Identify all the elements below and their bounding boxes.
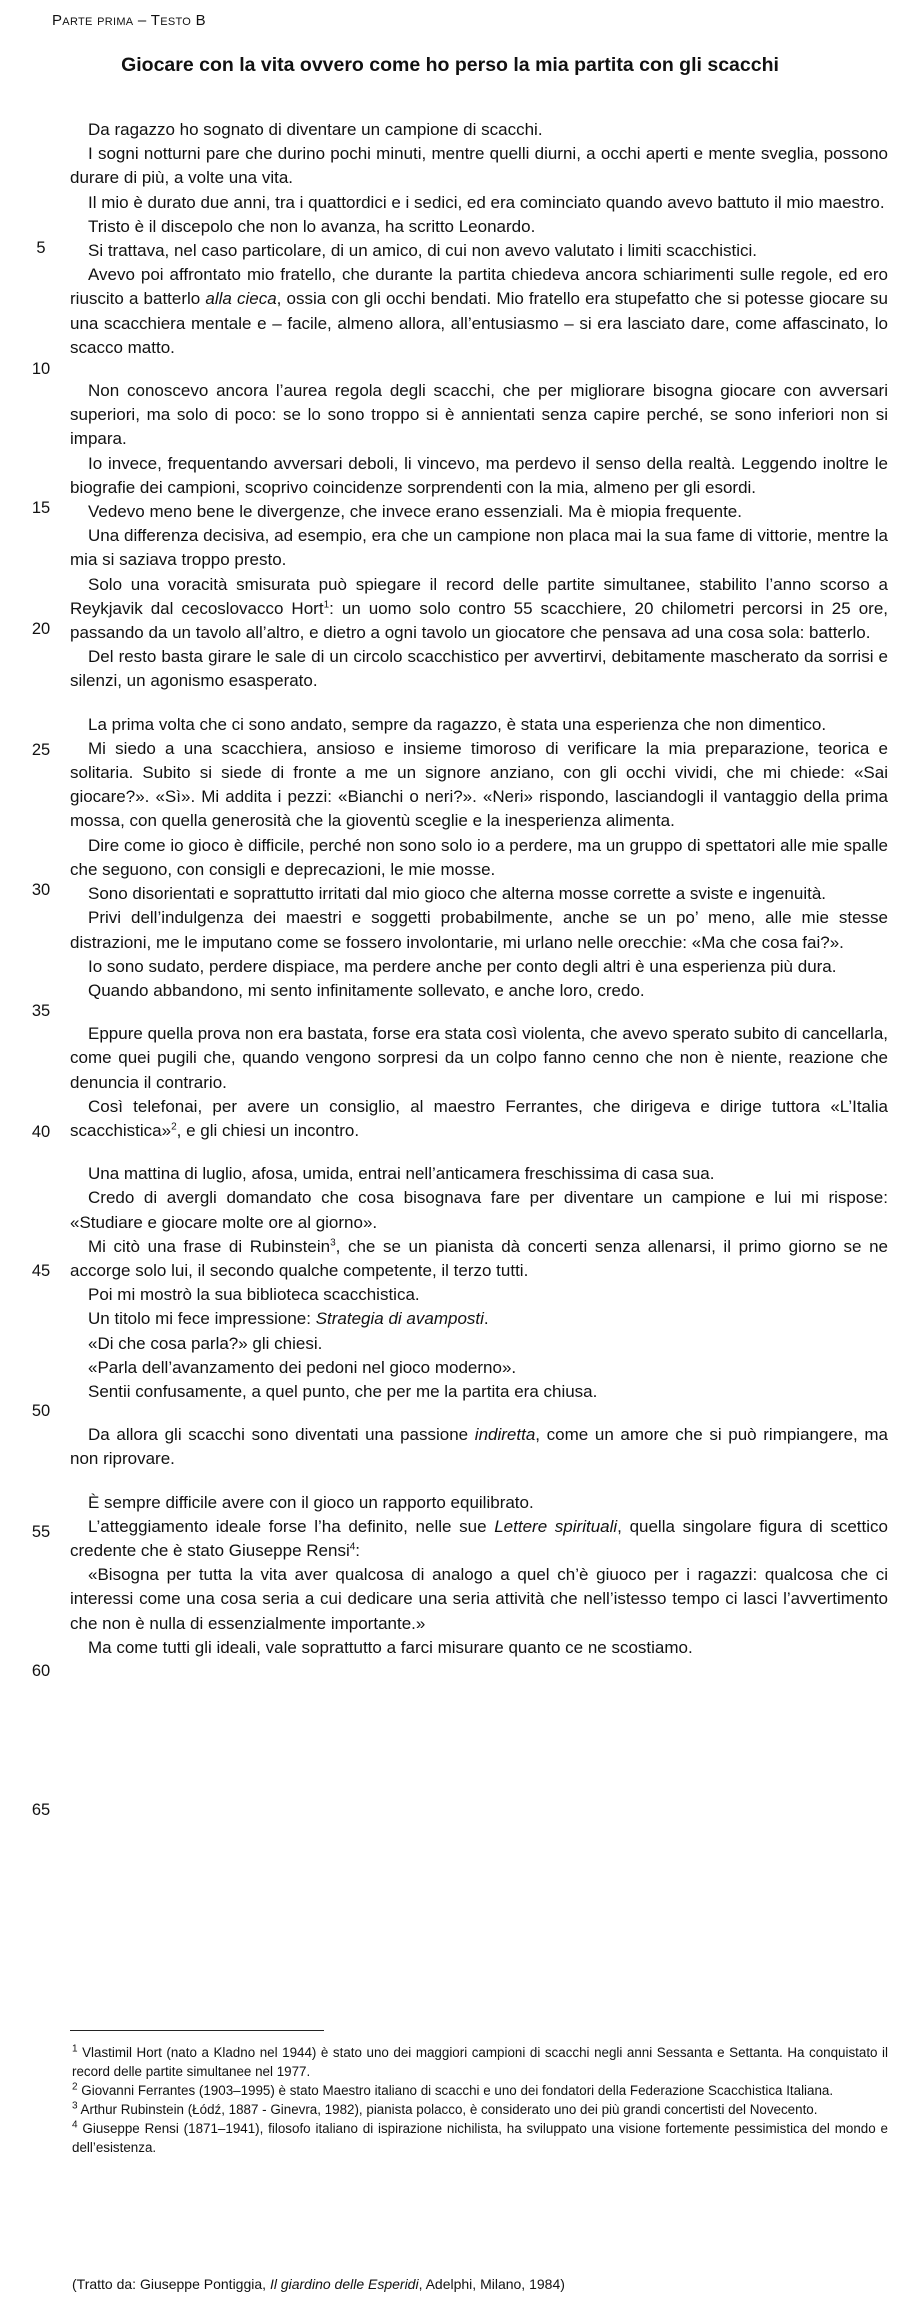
- footnote: $^3$ Arthur Rubinstein (Łódź, 1887 - Ginevra, 1982), pianista polacco, è considerato uno dei più grandi concertisti del Novecento.: [72, 2100, 818, 2117]
- paragraph: Avevo poi affrontato mio fratello, che durante la partita chiedeva ancora schiarimenti sulle regole, ed ero riuscito a batterlo alla cieca, ossia con gli occhi bendati. Mio fratello era stupefatto che si potesse giocare su una scacchiera mentale e – facile, almeno allora, all’entusiasmo – si era lasciato dare, come affascinato, lo scacco matto.: [70, 265, 888, 357]
- paragraph: I sogni notturni pare che durino pochi minuti, mentre quelli diurni, a occhi aperti e mente sveglia, possono durare di più, a volte una vita.: [70, 144, 888, 188]
- line-number: 5: [36, 239, 46, 257]
- paragraph: L’atteggiamento ideale forse l’ha definito, nelle sue Lettere spirituali, quella singolare figura di scettico credente che è stato Giuseppe Rensi$^4$:: [70, 1516, 888, 1560]
- line-number: 40: [31, 1123, 51, 1141]
- footnote-ref: 4: [349, 1541, 356, 1553]
- line-number: 65: [31, 1801, 51, 1819]
- footnotes: [72, 2043, 888, 2157]
- footnote-divider: [70, 2030, 324, 2031]
- footnote-ref: 1: [323, 599, 330, 611]
- paragraph: Sentii confusamente, a quel punto, che per me la partita era chiusa.: [88, 1381, 598, 1401]
- paragraph: Solo una voracità smisurata può spiegare il record delle partite simultanee, stabilito l’anno scorso a Reykjavik dal cecoslovacco Hort$^1$: un uomo solo contro 55 scacchiere, 20 chilometri percorsi in 25 ore, passando da un tavolo all’altro, e dietro a ogni tavolo un giocatore che pensava ad una cosa sola: batterlo.: [70, 574, 888, 643]
- line-number: 60: [31, 1662, 51, 1680]
- footnote: $^1$ Vlastimil Hort (nato a Kladno nel 1944) è stato uno dei maggiori campioni di scacchi negli anni Sessanta e Settanta. Ha conquistato il record delle partite simultanee nel 1977.: [72, 2043, 888, 2079]
- paragraph: «Di che cosa parla?» gli chiesi.: [88, 1333, 323, 1353]
- paragraph: È sempre difficile avere con il gioco un rapporto equilibrato.: [88, 1492, 534, 1512]
- paragraph: Poi mi mostrò la sua biblioteca scacchistica.: [88, 1285, 420, 1305]
- paragraph: Così telefonai, per avere un consiglio, al maestro Ferrantes, che dirigeva e dirige tuttora «L’Italia scacchistica»$^2$, e gli chiesi un incontro.: [70, 1096, 888, 1140]
- page-header: Parte prima – Testo B: [52, 12, 206, 29]
- paragraph: Mi siedo a una scacchiera, ansioso e insieme timoroso di verificare la mia preparazione, teorica e solitaria. Subito si siede di fronte a me un signore anziano, con gli occhi vividi, che mi chiede: «Sai giocare?». «Sì». Mi addita i pezzi: «Bianchi o neri?». «Neri» rispondo, lasciandogli il vantaggio della prima mossa, con quella generosità che la gioventù sceglie e la inesperienza alimenta.: [70, 738, 888, 831]
- line-number: 20: [31, 620, 51, 638]
- paragraph: Io sono sudato, perdere dispiace, ma perdere anche per conto degli altri è una esperienza più dura.: [88, 956, 837, 976]
- paragraph: Non conoscevo ancora l’aurea regola degli scacchi, che per migliorare bisogna giocare con avversari superiori, ma solo di poco: se lo sono troppo si è annientati senza capire perché, se sono inferiori non si impara.: [70, 381, 888, 449]
- paragraph: Eppure quella prova non era bastata, forse era stata così violenta, che avevo sperato subito di cancellarla, come quei pugili che, quando vengono sorpresi da un colpo fanno cenno che non è niente, reazione che denuncia il contrario.: [70, 1024, 888, 1092]
- text-body: [31, 118, 889, 1819]
- text-title: Giocare con la vita ovvero come ho perso la mia partita con gli scacchi: [121, 54, 779, 76]
- paragraph: Da allora gli scacchi sono diventati una passione indiretta, come un amore che si può rimpiangere, ma non riprovare.: [70, 1425, 889, 1469]
- paragraph: Un titolo mi fece impressione: Strategia di avamposti.: [88, 1309, 489, 1329]
- line-number: 45: [31, 1262, 51, 1280]
- paragraph: Sono disorientati e soprattutto irritati dal mio gioco che alterna mosse corrette a sviste e ingenuità.: [88, 884, 826, 904]
- paragraph: Del resto basta girare le sale di un circolo scacchistico per avvertirvi, debitamente mascherato da sorrisi e silenzi, un agonismo esasperato.: [70, 647, 888, 691]
- footnote: $^4$ Giuseppe Rensi (1871–1941), filosofo italiano di ispirazione nichilista, ha sviluppato una visione fortemente pessimistica del mondo e dell’esistenza.: [72, 2119, 888, 2155]
- line-number: 15: [31, 499, 51, 517]
- paragraph: Da ragazzo ho sognato di diventare un campione di scacchi.: [88, 120, 543, 139]
- paragraph: «Parla dell’avanzamento dei pedoni nel gioco moderno».: [88, 1357, 517, 1377]
- footnote-ref: 3: [330, 1237, 336, 1249]
- paragraph: Una mattina di luglio, afosa, umida, entrai nell’anticamera freschissima di casa sua.: [88, 1164, 715, 1184]
- paragraph: Mi citò una frase di Rubinstein$^3$, che se un pianista dà concerti senza allenarsi, il primo giorno se ne accorge solo lui, il secondo qualche competente, il terzo tutti.: [70, 1236, 888, 1280]
- line-number: 50: [31, 1402, 51, 1420]
- paragraph: Credo di avergli domandato che cosa bisognava fare per diventare un campione e lui mi rispose: «Studiare e giocare molte ore al giorno».: [70, 1188, 888, 1232]
- line-number: 25: [31, 741, 51, 759]
- paragraph: Privi dell’indulgenza dei maestri e soggetti probabilmente, anche se un po’ meno, alle mie stesse distrazioni, me le imputano come se fossero involontarie, mi urlano nelle orecchie: «Ma che cosa fai?».: [70, 908, 888, 952]
- paragraph: Dire come io gioco è difficile, perché non sono solo io a perdere, ma un gruppo di spettatori alle mie spalle che seguono, con consigli e deprecazioni, le mie mosse.: [70, 835, 888, 879]
- paragraph: Ma come tutti gli ideali, vale soprattutto a farci misurare quanto ce ne scostiamo.: [88, 1637, 693, 1657]
- line-number: 30: [31, 881, 51, 899]
- paragraph: Il mio è durato due anni, tra i quattordici e i sedici, ed era cominciato quando avevo battuto il mio maestro.: [88, 192, 885, 212]
- paragraph: La prima volta che ci sono andato, sempre da ragazzo, è stata una esperienza che non dimentico.: [88, 714, 827, 734]
- paragraph: Tristo è il discepolo che non lo avanza, ha scritto Leonardo.: [88, 216, 536, 236]
- paragraph: Quando abbandono, mi sento infinitamente sollevato, e anche loro, credo.: [88, 980, 645, 1000]
- paragraph: Vedevo meno bene le divergenze, che invece erano essenziali. Ma è miopia frequente.: [88, 502, 742, 522]
- footnote: $^2$ Giovanni Ferrantes (1903–1995) è stato Maestro italiano di scacchi e uno dei fondatori della Federazione Scacchistica Italiana.: [72, 2081, 834, 2098]
- quotation: «Bisogna per tutta la vita aver qualcosa di analogo a quel ch’è giuoco per i ragazzi: qualcosa che ci interessi come una cosa seria a cui dedicare una seria attività che nell’istesso tempo ci lasci l’avvertimento che non è nulla di essenzialmente importante.»: [70, 1565, 888, 1633]
- paragraph: Io invece, frequentando avversari deboli, li vincevo, ma perdevo il senso della realtà. Leggendo inoltre le biografie dei campioni, scoprivo coincidenze sorprendenti con la mia, almeno per gli esordi.: [70, 453, 888, 497]
- line-number: 55: [31, 1523, 51, 1541]
- paragraph: Si trattava, nel caso particolare, di un amico, di cui non avevo valutato i limiti scacchistici.: [88, 241, 757, 261]
- line-number: 35: [31, 1002, 51, 1020]
- source-citation: (Tratto da: Giuseppe Pontiggia, Il giardino delle Esperidi, Adelphi, Milano, 1984): [72, 2276, 565, 2292]
- paragraph: Una differenza decisiva, ad esempio, era che un campione non placa mai la sua fame di vittorie, mentre la mia si saziava troppo presto.: [70, 526, 888, 570]
- footnote-ref: 2: [171, 1121, 177, 1133]
- line-number: 10: [31, 360, 51, 378]
